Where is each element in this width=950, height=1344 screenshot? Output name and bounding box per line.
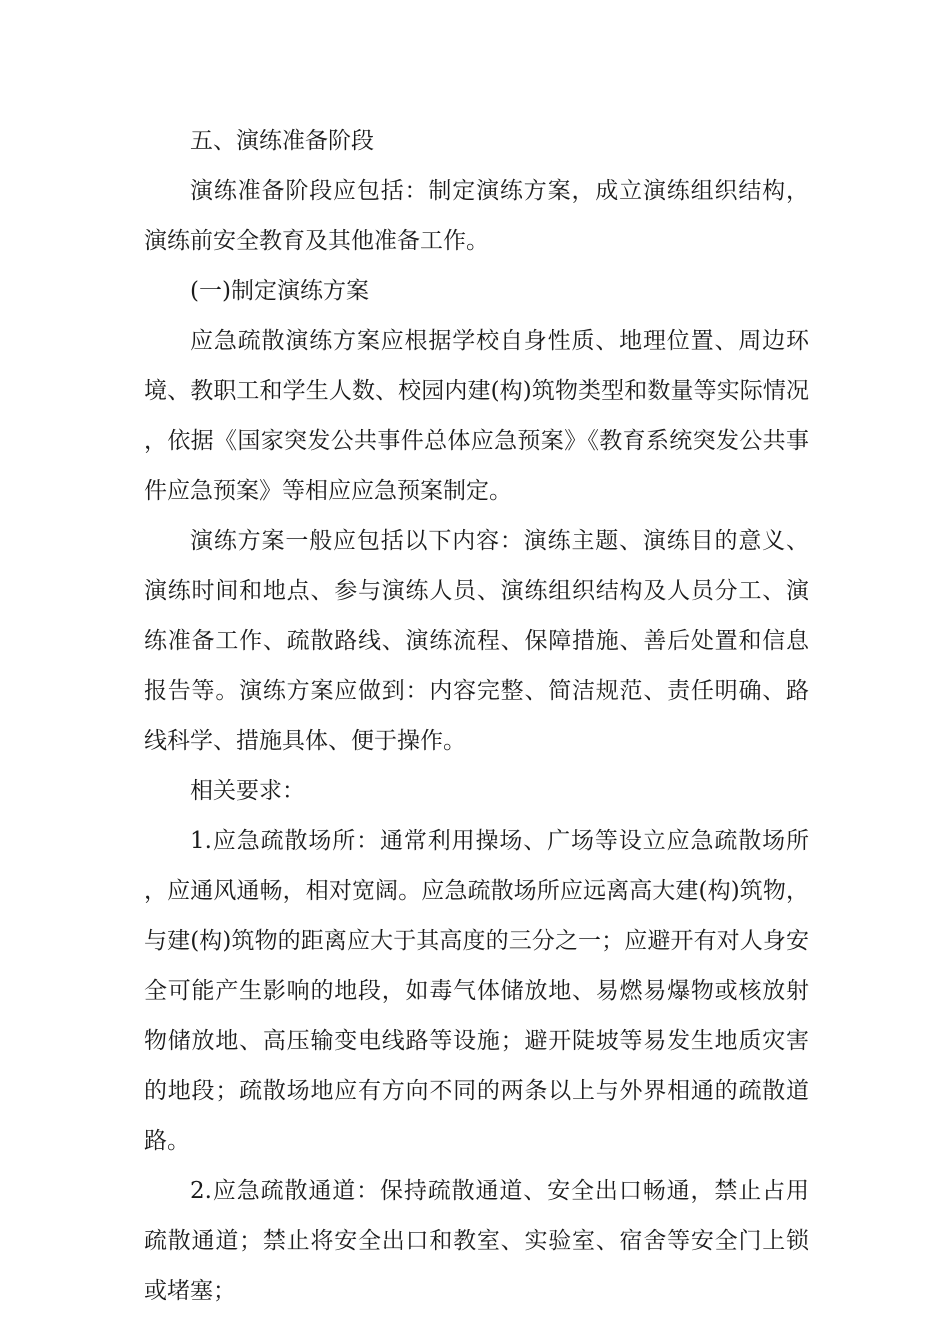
subsection-heading: (一)制定演练方案	[190, 278, 369, 304]
paragraph-plan-basis: 应急疏散演练方案应根据学校自身性质、地理位置、周边环境、教职工和学生人数、校园内建(构)筑物类型和数量等实际情况，依据《国家突发公共事件总体应急预案》《教育系统突发公共事件应急预案》等相应应急预案制定。	[144, 328, 809, 504]
section-heading: 五、演练准备阶段	[190, 128, 374, 154]
paragraph-requirement-2: 2.应急疏散通道：保持疏散通道、安全出口畅通，禁止占用疏散通道；禁止将安全出口和教室、实验室、宿舍等安全门上锁或堵塞；	[144, 1178, 809, 1304]
paragraph-plan-contents: 演练方案一般应包括以下内容：演练主题、演练目的意义、演练时间和地点、参与演练人员、演练组织结构及人员分工、演练准备工作、疏散路线、演练流程、保障措施、善后处置和信息报告等。演练方案应做到：内容完整、简洁规范、责任明确、路线科学、措施具体、便于操作。	[144, 528, 809, 754]
paragraph-preparation-overview: 演练准备阶段应包括：制定演练方案，成立演练组织结构，演练前安全教育及其他准备工作。	[144, 178, 809, 254]
document-body	[144, 116, 809, 1316]
paragraph-requirement-1: 1.应急疏散场所：通常利用操场、广场等设立应急疏散场所，应通风通畅，相对宽阔。应急疏散场所应远离高大建(构)筑物，与建(构)筑物的距离应大于其高度的三分之一；应避开有对人身安全可能产生影响的地段，如毒气体储放地、易燃易爆物或核放射物储放地、高压输变电线路等设施；避开陡坡等易发生地质灾害的地段；疏散场地应有方向不同的两条以上与外界相通的疏散道路。	[144, 828, 809, 1154]
paragraph-requirements-label: 相关要求：	[190, 778, 305, 804]
